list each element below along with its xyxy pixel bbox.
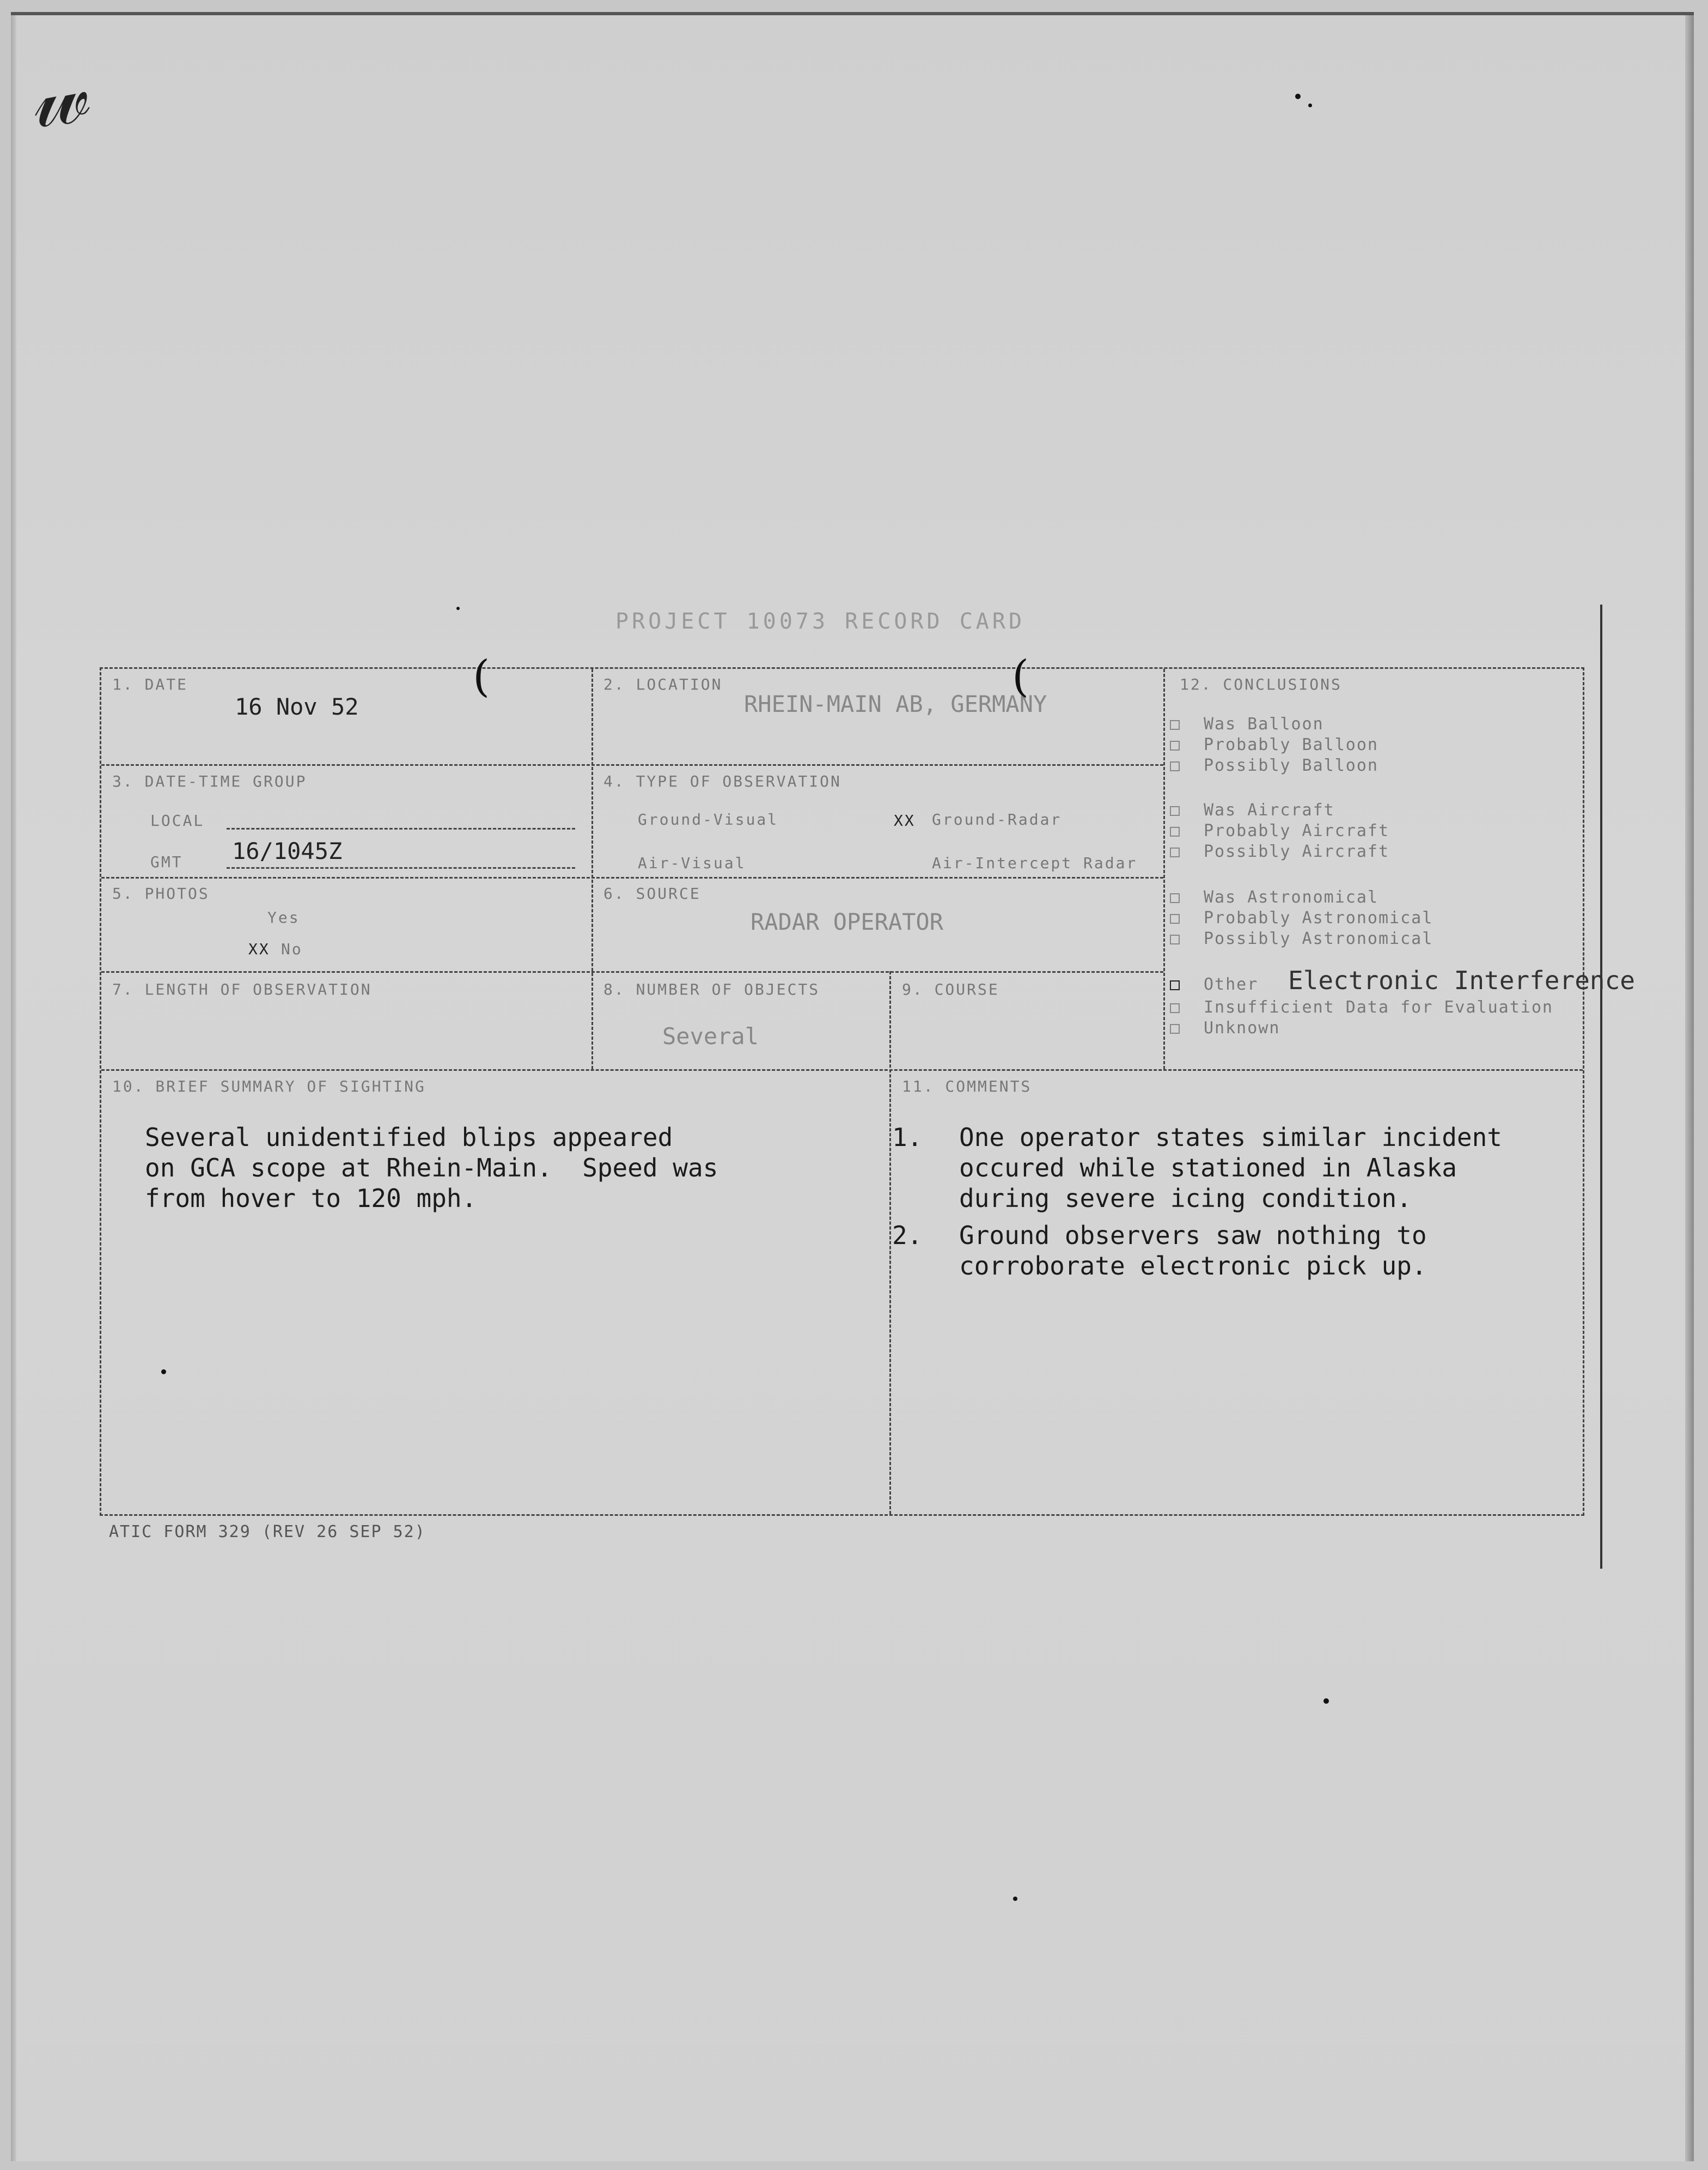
number-objects-value: Several [662,1023,759,1050]
gmt-line [227,867,575,869]
handwritten-mark: 𝓌 [26,45,96,148]
comments-label: 11. COMMENTS [902,1077,1032,1095]
scan-mark: ( [473,651,490,702]
source-label: 6. SOURCE [603,885,701,903]
summary-label: 10. BRIEF SUMMARY OF SIGHTING [112,1077,426,1095]
local-line [227,828,575,830]
obs-air-visual: Air-Visual [638,854,746,872]
divider [591,669,593,1069]
divider [101,971,1163,973]
comment-1-text: One operator states similar incident occured while stationed in Alaska during severe icing condition. [959,1123,1502,1213]
summary-text: Several unidentified blips appeared on GCA scope at Rhein-Main. Speed was from hover to 120 mph. [145,1123,718,1213]
checkbox [1170,720,1180,730]
date-label: 1. DATE [112,675,188,693]
checkbox [1170,1003,1180,1013]
conclusion-other: Other [1170,975,1258,994]
comment-2-text: Ground observers saw nothing to corroborate electronic pick up. [959,1221,1427,1281]
checkbox [1170,848,1180,857]
conclusion-possibly-balloon: Possibly Balloon [1170,756,1378,775]
divider [101,877,1163,879]
conclusion-probably-aircraft: Probably Aircraft [1170,821,1389,840]
checkbox [1170,827,1180,837]
conclusion-was-balloon: Was Balloon [1170,715,1324,734]
dtg-local-label: LOCAL [150,812,205,830]
vertical-rule [1600,605,1602,1569]
photos-label: 5. PHOTOS [112,885,210,903]
speck [1013,1897,1017,1901]
checkbox [1170,1024,1180,1034]
card-title: PROJECT 10073 RECORD CARD [615,609,1026,634]
checkbox [1170,914,1180,924]
obs-ground-radar: Ground-Radar [932,810,1062,828]
scan-mark: ( [1012,651,1029,702]
obs-ground-visual: Ground-Visual [638,810,779,828]
record-card-form [100,667,1584,1516]
checkbox-checked [1170,980,1180,990]
divider [1163,669,1165,1069]
dtg-gmt-label: GMT [150,853,183,871]
comment-1-number: 1. [892,1123,923,1152]
number-objects-label: 8. NUMBER OF OBJECTS [603,980,820,998]
photos-no: No [281,940,303,958]
obs-ground-radar-check: XX [894,812,916,830]
photos-no-check: XX [248,940,270,958]
speck [1308,103,1312,107]
type-observation-label: 4. TYPE OF OBSERVATION [603,772,841,790]
divider [889,971,891,1514]
checkbox [1170,741,1180,751]
checkbox [1170,806,1180,816]
conclusion-possibly-aircraft: Possibly Aircraft [1170,842,1389,861]
photos-yes: Yes [267,909,300,926]
conclusion-probably-balloon: Probably Balloon [1170,735,1378,754]
obs-air-intercept-radar: Air-Intercept Radar [932,854,1138,872]
checkbox [1170,761,1180,771]
location-label: 2. LOCATION [603,675,723,693]
conclusion-insufficient-data: Insufficient Data for Evaluation [1170,998,1553,1017]
checkbox [1170,893,1180,903]
form-number: ATIC FORM 329 (REV 26 SEP 52) [109,1522,426,1541]
conclusion-probably-astronomical: Probably Astronomical [1170,909,1433,928]
conclusion-was-aircraft: Was Aircraft [1170,801,1335,820]
speck [1323,1698,1329,1704]
speck [1295,94,1301,99]
page-edge-right [1685,15,1694,2161]
conclusion-was-astronomical: Was Astronomical [1170,888,1378,907]
conclusions-label: 12. CONCLUSIONS [1180,675,1342,693]
course-label: 9. COURSE [902,980,999,998]
dtg-label: 3. DATE-TIME GROUP [112,772,307,790]
page-edge-left [11,15,16,2161]
speck [456,607,460,610]
conclusion-possibly-astronomical: Possibly Astronomical [1170,929,1433,948]
date-value: 16 Nov 52 [235,693,359,720]
location-value: RHEIN-MAIN AB, GERMANY [744,691,1047,717]
conclusion-other-written: Electronic Interference [1288,966,1635,995]
dtg-gmt-value: 16/1045Z [232,838,343,864]
source-value: RADAR OPERATOR [751,909,944,935]
conclusion-unknown: Unknown [1170,1019,1280,1038]
checkbox [1170,935,1180,944]
length-label: 7. LENGTH OF OBSERVATION [112,980,372,998]
divider [101,1069,1583,1071]
divider [101,764,1163,766]
comment-2-number: 2. [892,1221,923,1250]
